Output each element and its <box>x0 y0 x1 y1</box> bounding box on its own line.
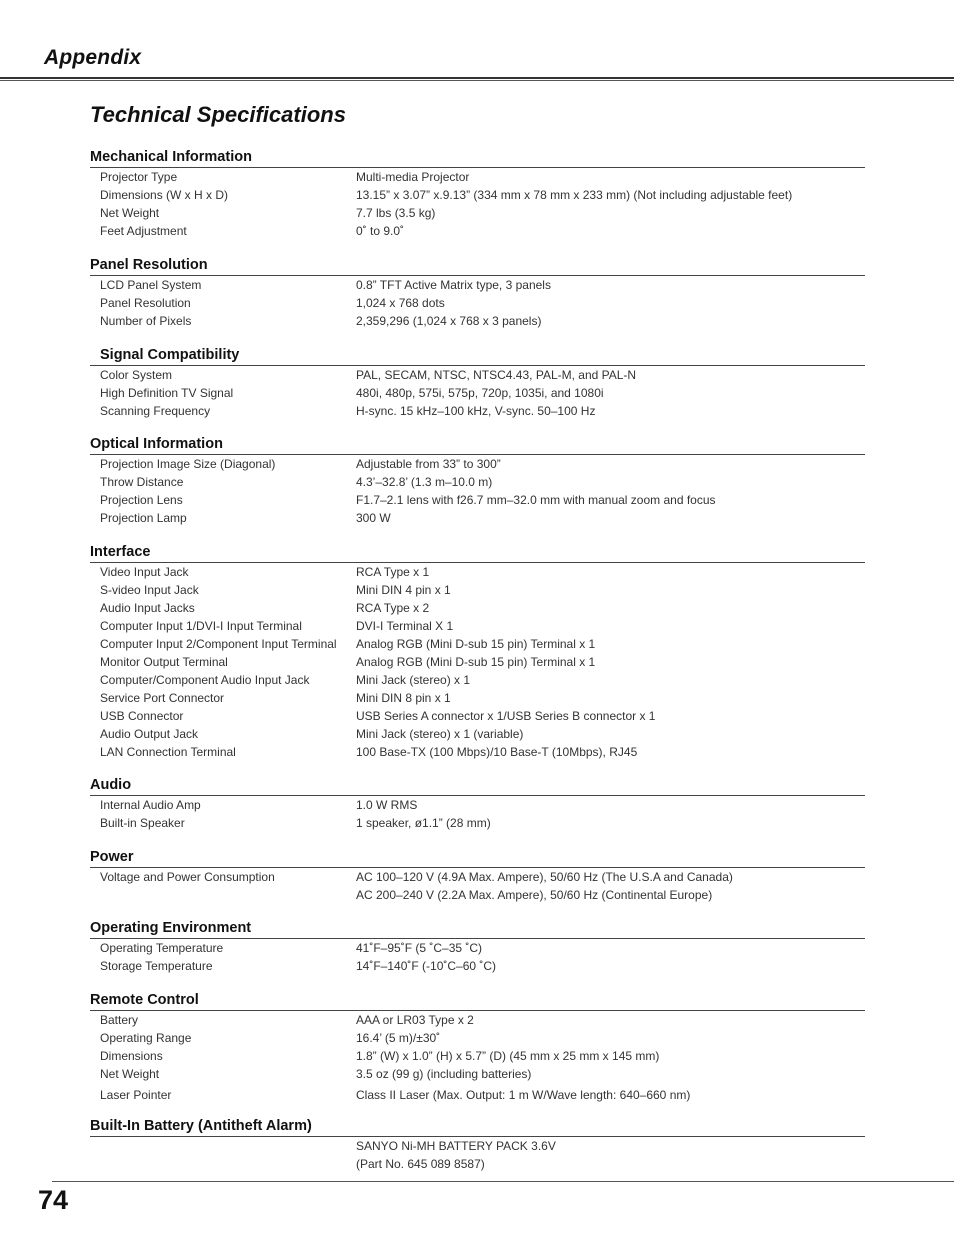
spec-value: Mini Jack (stereo) x 1 (variable) <box>356 727 524 741</box>
spec-row <box>90 599 865 617</box>
spec-row <box>90 384 865 402</box>
spec-row <box>90 455 865 473</box>
spec-label: Video Input Jack <box>100 565 189 579</box>
spec-row <box>90 1029 865 1047</box>
section-heading: Optical Information <box>90 435 865 455</box>
spec-row <box>90 312 865 330</box>
spec-value: H-sync. 15 kHz–100 kHz, V-sync. 50–100 Hz <box>356 404 596 418</box>
spec-value: USB Series A connector x 1/USB Series B connector x 1 <box>356 709 656 723</box>
spec-row <box>90 814 865 832</box>
spec-label: Audio Input Jacks <box>100 601 195 615</box>
spec-label: Projection Image Size (Diagonal) <box>100 457 276 471</box>
spec-value: 4.3’–32.8’ (1.3 m–10.0 m) <box>356 475 493 489</box>
section-interface <box>90 543 865 761</box>
spec-label: Projector Type <box>100 170 178 184</box>
spec-value: SANYO Ni-MH BATTERY PACK 3.6V <box>356 1139 556 1153</box>
spec-value: 1.8” (W) x 1.0” (H) x 5.7” (D) (45 mm x 25 mm x 145 mm) <box>356 1049 660 1063</box>
spec-label: Dimensions (W x H x D) <box>100 188 229 202</box>
section-heading-text: Signal Compatibility <box>100 347 240 363</box>
spec-label: High Definition TV Signal <box>100 386 234 400</box>
section-heading <box>90 346 865 366</box>
spec-row <box>90 186 865 204</box>
spec-value: 0.8” TFT Active Matrix type, 3 panels <box>356 278 551 292</box>
spec-value: AC 200–240 V (2.2A Max. Ampere), 50/60 Hz (Continental Europe) <box>356 888 713 902</box>
spec-value: AC 100–120 V (4.9A Max. Ampere), 50/60 Hz (The U.S.A and Canada) <box>356 870 733 884</box>
spec-value: 1,024 x 768 dots <box>356 296 445 310</box>
spec-label: Scanning Frequency <box>100 404 211 418</box>
spec-row <box>90 509 865 527</box>
spec-value: 3.5 oz (99 g) (including batteries) <box>356 1067 532 1081</box>
spec-label: Laser Pointer <box>100 1088 172 1102</box>
spec-row <box>90 939 865 957</box>
spec-value: Mini DIN 8 pin x 1 <box>356 691 451 705</box>
spec-row <box>90 402 865 420</box>
spec-label: Audio Output Jack <box>100 727 199 741</box>
section-battery <box>90 1117 865 1173</box>
spec-label: Internal Audio Amp <box>100 798 201 812</box>
section-heading: Remote Control <box>90 991 865 1011</box>
spec-value: 1.0 W RMS <box>356 798 418 812</box>
spec-label: Color System <box>100 368 173 382</box>
section-heading: Audio <box>90 776 865 796</box>
section-heading: Operating Environment <box>90 919 865 939</box>
spec-value: 41˚F–95˚F (5 ˚C–35 ˚C) <box>356 941 483 955</box>
spec-label: LAN Connection Terminal <box>100 745 236 759</box>
spec-label: Dimensions <box>100 1049 163 1063</box>
section-optical <box>90 435 865 527</box>
spec-row <box>90 957 865 975</box>
spec-label: Projection Lamp <box>100 511 187 525</box>
spec-label: LCD Panel System <box>100 278 202 292</box>
section-remote <box>90 991 865 1104</box>
spec-value: AAA or LR03 Type x 2 <box>356 1013 474 1027</box>
spec-value: 480i, 480p, 575i, 575p, 720p, 1035i, and 1080i <box>356 386 604 400</box>
spec-value: 7.7 lbs (3.5 kg) <box>356 206 436 220</box>
spec-row <box>90 707 865 725</box>
spec-row <box>90 725 865 743</box>
section-heading: Built-In Battery (Antitheft Alarm) <box>90 1117 865 1137</box>
spec-row <box>90 689 865 707</box>
spec-row <box>90 886 865 904</box>
section-heading: Mechanical Information <box>90 148 865 168</box>
page-number: 74 <box>38 1185 69 1215</box>
spec-value: 1 speaker, ø1.1” (28 mm) <box>356 816 491 830</box>
spec-value: F1.7–2.1 lens with f26.7 mm–32.0 mm with manual zoom and focus <box>356 493 716 507</box>
section-heading: Panel Resolution <box>90 256 865 276</box>
spec-row <box>90 581 865 599</box>
spec-label: Number of Pixels <box>100 314 192 328</box>
spec-row <box>90 1011 865 1029</box>
spec-row <box>90 168 865 186</box>
section-heading: Power <box>90 848 865 868</box>
spec-value: RCA Type x 2 <box>356 601 430 615</box>
spec-label: Battery <box>100 1013 139 1027</box>
section-mechanical <box>90 148 865 240</box>
spec-row <box>90 473 865 491</box>
spec-row <box>90 1047 865 1065</box>
spec-value: RCA Type x 1 <box>356 565 430 579</box>
spec-label: Net Weight <box>100 206 160 220</box>
spec-label: Panel Resolution <box>100 296 191 310</box>
section-heading: Interface <box>90 543 865 563</box>
spec-label: Storage Temperature <box>100 959 213 973</box>
spec-value: Multi-media Projector <box>356 170 470 184</box>
spec-label: Feet Adjustment <box>100 224 187 238</box>
spec-label: Monitor Output Terminal <box>100 655 228 669</box>
spec-value: Mini Jack (stereo) x 1 <box>356 673 471 687</box>
spec-row <box>90 868 865 886</box>
spec-label: Projection Lens <box>100 493 183 507</box>
spec-label: Net Weight <box>100 1067 160 1081</box>
spec-label: Computer Input 2/Component Input Terminal <box>100 637 337 651</box>
spec-label: Operating Temperature <box>100 941 224 955</box>
spec-row <box>90 743 865 761</box>
spec-label: Computer Input 1/DVI-I Input Terminal <box>100 619 302 633</box>
spec-row <box>90 1083 865 1104</box>
spec-label: S-video Input Jack <box>100 583 199 597</box>
spec-label: USB Connector <box>100 709 184 723</box>
spec-label: Service Port Connector <box>100 691 225 705</box>
spec-row <box>90 366 865 384</box>
spec-value: Class II Laser (Max. Output: 1 m W/Wave length: 640–660 nm) <box>356 1088 691 1102</box>
spec-value: Analog RGB (Mini D-sub 15 pin) Terminal x 1 <box>356 637 596 651</box>
spec-row <box>90 491 865 509</box>
header-rule-bottom <box>0 80 954 81</box>
spec-label: Built-in Speaker <box>100 816 185 830</box>
footer-rule <box>52 1181 954 1182</box>
spec-value: (Part No. 645 089 8587) <box>356 1157 485 1171</box>
spec-label: Operating Range <box>100 1031 192 1045</box>
spec-value: 16.4’ (5 m)/±30˚ <box>356 1031 441 1045</box>
spec-row <box>90 222 865 240</box>
spec-label: Voltage and Power Consumption <box>100 870 275 884</box>
spec-value: 14˚F–140˚F (-10˚C–60 ˚C) <box>356 959 497 973</box>
section-audio <box>90 776 865 832</box>
spec-value: DVI-I Terminal X 1 <box>356 619 454 633</box>
section-environment <box>90 919 865 975</box>
header-rule-top <box>0 77 954 79</box>
spec-row <box>90 1137 865 1155</box>
spec-value: 0˚ to 9.0˚ <box>356 224 405 238</box>
spec-value: Mini DIN 4 pin x 1 <box>356 583 451 597</box>
section-signal <box>90 346 865 420</box>
section-panel <box>90 256 865 330</box>
spec-row <box>90 653 865 671</box>
spec-row <box>90 671 865 689</box>
spec-row <box>90 1065 865 1083</box>
spec-value: 2,359,296 (1,024 x 768 x 3 panels) <box>356 314 542 328</box>
spec-row <box>90 635 865 653</box>
spec-value: 300 W <box>356 511 391 525</box>
spec-value: Adjustable from 33” to 300” <box>356 457 501 471</box>
spec-row <box>90 563 865 581</box>
spec-row <box>90 294 865 312</box>
spec-row <box>90 1155 865 1173</box>
spec-label: Computer/Component Audio Input Jack <box>100 673 310 687</box>
spec-row <box>90 204 865 222</box>
spec-value: 100 Base-TX (100 Mbps)/10 Base-T (10Mbps), RJ45 <box>356 745 638 759</box>
spec-label: Throw Distance <box>100 475 184 489</box>
spec-row <box>90 796 865 814</box>
spec-value: 13.15” x 3.07” x.9.13” (334 mm x 78 mm x 233 mm) (Not including adjustable feet) <box>356 188 793 202</box>
page-title: Technical Specifications <box>90 102 346 127</box>
header-title: Appendix <box>44 46 142 69</box>
spec-row <box>90 617 865 635</box>
spec-row <box>90 276 865 294</box>
spec-value: Analog RGB (Mini D-sub 15 pin) Terminal x 1 <box>356 655 596 669</box>
section-power <box>90 848 865 904</box>
spec-value: PAL, SECAM, NTSC, NTSC4.43, PAL-M, and PAL-N <box>356 368 637 382</box>
